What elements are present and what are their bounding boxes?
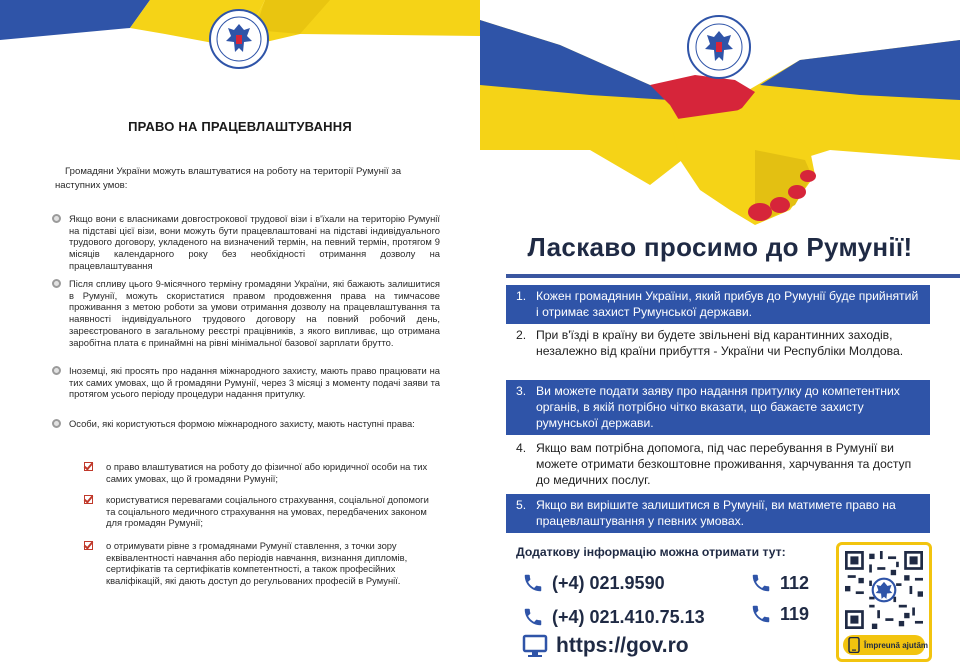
list-item [55, 278, 440, 348]
website-url: https://gov.ro [556, 634, 689, 657]
item-number: 1. [516, 289, 527, 303]
qr-card[interactable] [836, 542, 932, 662]
qr-caption-text: Împreună ajutăm [864, 640, 929, 650]
bullet-text: Якщо вони є власниками довгострокової трудової візи і в'їхали на територію Румунії на підставі цієї візи, вони можуть бути працевлаштовані на підставі індивідуального трудового договору, укладеного на визначений термін, на певний термін, протягом 9 місяців календарного року без необхідності отримання дозволу на працевлаштування [69, 213, 440, 271]
rights-text: користуватися перевагами соціального страхування, соціальної допомоги та соціального медичного страхування на умовах, передбачених законом для громадян Румунії; [106, 494, 429, 529]
info-item [506, 437, 930, 492]
checkbox-icon [84, 541, 93, 550]
rights-item [86, 461, 436, 484]
government-emblem [686, 14, 752, 80]
item-text: Якщо вам потрібна допомога, під час перебування в Румунії ви можете отримати безкоштовне проживання, харчування та доступ до медичних послуг. [536, 441, 912, 487]
checkbox-icon [84, 495, 93, 504]
emergency-line[interactable] [750, 603, 809, 625]
checkbox-icon [84, 462, 93, 471]
bullet-icon [52, 419, 61, 428]
info-item [506, 285, 930, 324]
bullet-icon [52, 214, 61, 223]
bullet-text: Іноземці, які просять про надання міжнародного захисту, мають право працювати на тих самих умовах, що й громадяни Румунії, через 3 місяці з моменту подачі заяви та протягом усього періоду процедури надання притулку. [69, 365, 440, 400]
item-number: 2. [516, 328, 527, 342]
item-text: Якщо ви вирішите залишитися в Румунії, ви матимете право на працевлаштування у певних умовах. [536, 498, 896, 528]
phone-icon [522, 572, 544, 594]
rights-item [86, 494, 436, 529]
item-number: 3. [516, 384, 527, 398]
right-page [480, 0, 960, 666]
website-link[interactable] [522, 634, 689, 658]
rights-item [86, 540, 436, 587]
rights-text: о отримувати рівне з громадянами Румунії ставлення, з точки зору еквівалентності навчання або періодів навчання, визнання дипломів, сертифікатів та сертифікатів компетентності, а також професійних кваліфікацій, які дають доступ до регульованих професій в Румунії. [106, 540, 408, 587]
list-item [55, 418, 440, 430]
info-item [506, 324, 930, 363]
phone-line[interactable] [522, 606, 705, 628]
bullet-icon [52, 366, 61, 375]
intro-text: Громадяни України можуть влаштуватися на роботу на території Румунії за наступних умов: [55, 166, 402, 191]
qr-code-icon [845, 551, 923, 629]
list-item [55, 213, 440, 272]
monitor-icon [522, 634, 548, 658]
heading-underline [506, 274, 960, 278]
qr-caption [843, 635, 929, 655]
item-text: При в'їзді в країну ви будете звільнені від карантинних заходів, незалежно від країни прибуття - України чи Республіки Молдова. [536, 328, 904, 358]
item-number: 5. [516, 498, 527, 512]
phone-icon [522, 606, 544, 628]
page-title: ПРАВО НА ПРАЦЕВЛАШТУВАННЯ [128, 119, 352, 134]
phone-icon [750, 572, 772, 594]
government-emblem [208, 8, 270, 70]
info-item [506, 380, 930, 435]
emergency-line[interactable] [750, 572, 809, 594]
bullet-icon [52, 279, 61, 288]
phone-number: 119 [780, 603, 810, 624]
phone-number: 112 [780, 572, 810, 593]
bullet-text: Після спливу цього 9-місячного терміну громадяни України, які бажають залишитися в Румунії, можуть скористатися правом продовження права на тимчасове проживання з метою роботи за умови отримання дозволу на працевлаштування та наявності індивідуального трудового договору на повний робочий день, зареєстрованого в загальному реєстрі працівників, з якого випливає, що отримана заробітна плата є принаймні на рівні мінімальної базової зарплати брутто. [69, 278, 440, 348]
welcome-heading: Ласкаво просимо до Румунії! [527, 232, 913, 262]
item-number: 4. [516, 441, 527, 455]
list-item [55, 365, 440, 400]
phone-number: (+4) 021.410.75.13 [552, 606, 705, 627]
item-text: Ви можете подати заяву про надання притулку до компетентних органів, в якій потрібно чітко вказати, що бажаєте захисту румунської держави. [536, 384, 900, 430]
phone-line[interactable] [522, 572, 665, 594]
phone-icon [750, 603, 772, 625]
bullet-text: Особи, які користуються формою міжнародного захисту, мають наступні права: [69, 418, 415, 429]
phone-number: (+4) 021.9590 [552, 572, 665, 593]
contact-heading: Додаткову інформацію можна отримати тут: [516, 545, 786, 559]
smartphone-icon [847, 637, 861, 653]
rights-text: о право влаштуватися на роботу до фізичної або юридичної особи на тих самих умовах, що й громадяни Румунії; [106, 461, 428, 484]
item-text: Кожен громадянин України, який прибув до Румунії буде прийнятий і отримає захист Румунської держави. [536, 289, 919, 319]
info-item [506, 494, 930, 533]
